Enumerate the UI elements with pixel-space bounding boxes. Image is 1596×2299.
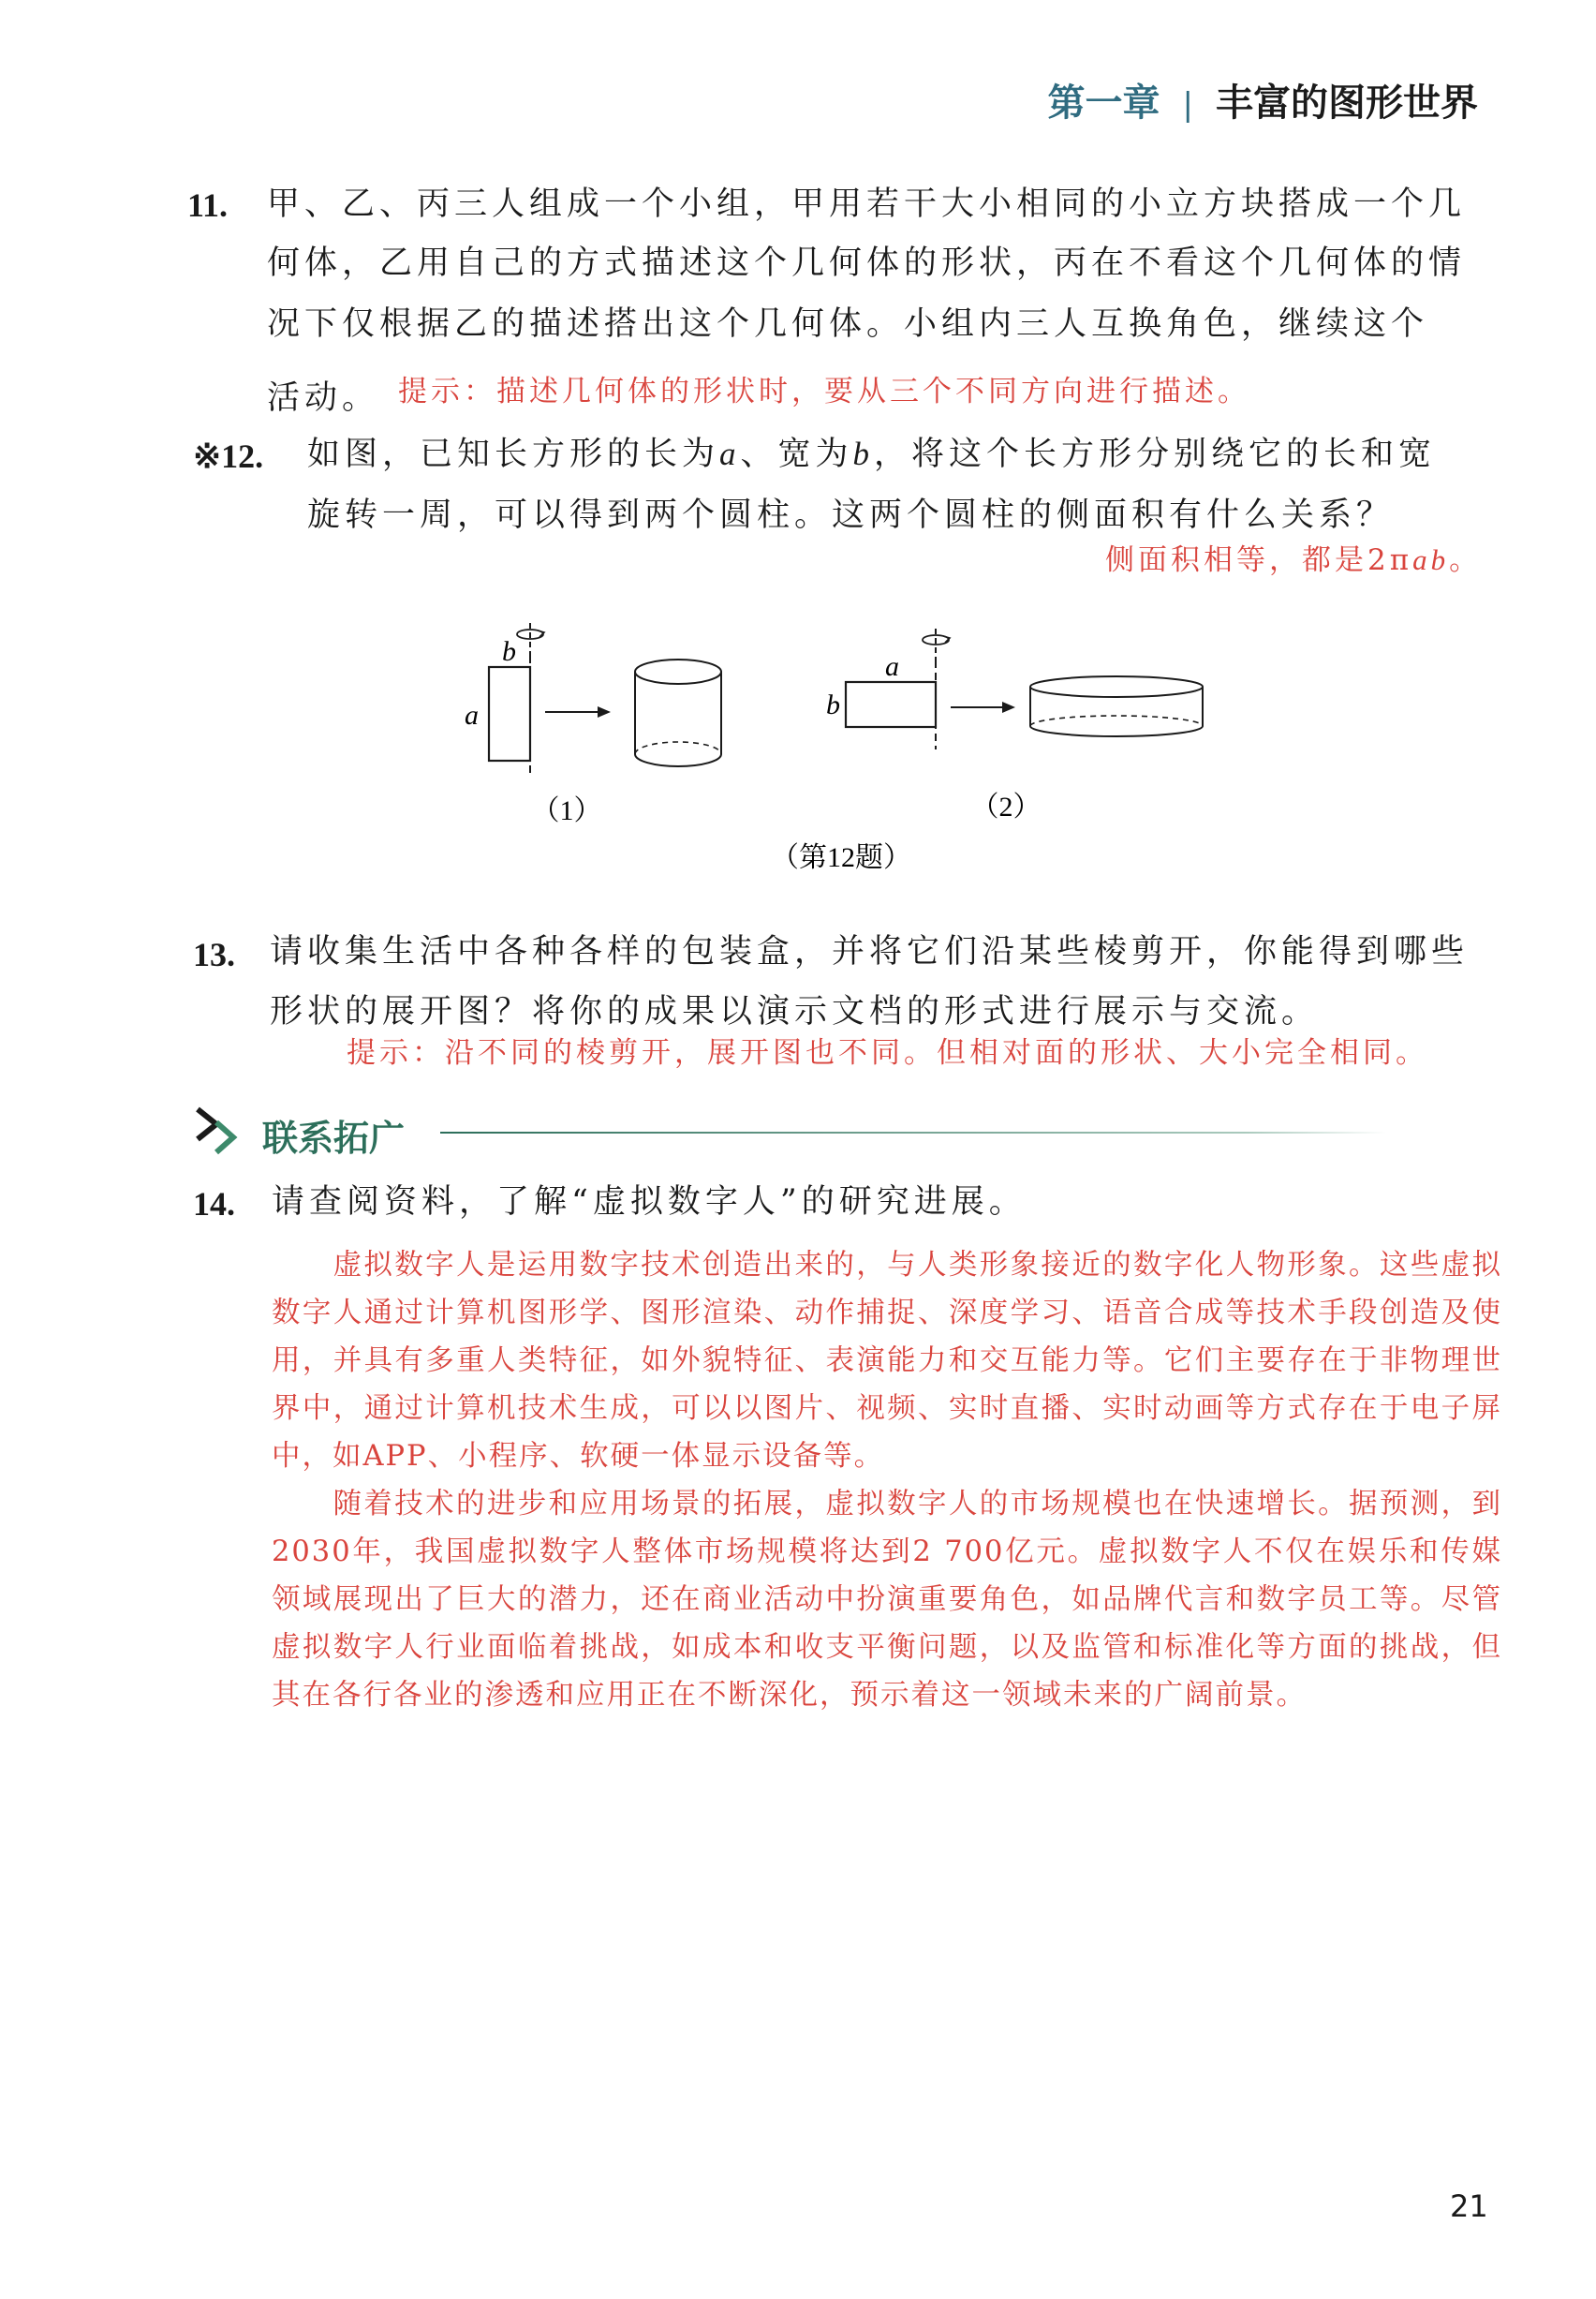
q12-number: ※12.	[193, 438, 264, 475]
chapter-label: 第一章	[1047, 82, 1160, 125]
q12-answer: 侧面积相等，都是2πab。	[1105, 543, 1483, 577]
q14-number: 14.	[193, 1185, 235, 1223]
q11-line-3: 况下仅根据乙的描述搭出这个几何体。小组内三人互换角色，继续这个	[267, 305, 1429, 343]
q11-number: 11.	[187, 186, 229, 224]
fig2-label-b: b	[826, 690, 840, 720]
fig1-caption: （1）	[531, 795, 602, 826]
q11-line-4: 活动。	[267, 379, 380, 417]
q12-line-2: 旋转一周，可以得到两个圆柱。这两个圆柱的侧面积有什么关系？	[307, 497, 1395, 534]
figure-2	[826, 629, 1203, 823]
section-chevron-icon	[192, 1104, 248, 1156]
figure-1	[465, 623, 721, 826]
q13-line-2: 形状的展开图？将你的成果以演示文档的形式进行展示与交流。	[270, 993, 1320, 1031]
header-separator: |	[1182, 86, 1193, 124]
chapter-header	[1048, 73, 1478, 126]
q14-answer-paragraph: 虚拟数字人是运用数字技术创造出来的，与人类形象接近的数字化人物形象。这些虚拟数字人通过计算机图形学、图形渲染、动作捕捉、深度学习、语音合成等技术手段创造及使用，并具有多重人类特征，如外貌特征、表演能力和交互能力等。它们主要存在于非物理世界中，通过计算机技术生成，可以以图片、视频、实时直播、实时动画等方式存在于电子屏中，如APP、小程序、软硬一体显示设备等。	[272, 1249, 1502, 1473]
figure-caption: （第12题）	[771, 842, 911, 873]
cylinder-2	[1030, 676, 1203, 697]
q12-figure	[440, 614, 1246, 895]
q14-answer-paragraph: 随着技术的进步和应用场景的拓展，虚拟数字人的市场规模也在快速增长。据预测，到2030年，我国虚拟数字人整体市场规模将达到2 700亿元。虚拟数字人不仅在娱乐和传媒领域展现出了巨大的潜力，还在商业活动中扮演重要角色，如品牌代言和数字员工等。尽管虚拟数字人行业面临着挑战，如成本和收支平衡问题，以及监管和标准化等方面的挑战，但其在各行各业的渗透和应用正在不断深化，预示着这一领域未来的广阔前景。	[272, 1488, 1502, 1712]
rectangle-1	[489, 667, 530, 761]
chapter-title: 丰富的图形世界	[1216, 82, 1478, 125]
q11-line-1: 甲、乙、丙三人组成一个小组，甲用若干大小相同的小立方块搭成一个几	[267, 185, 1467, 223]
q11-line-2: 何体，乙用自己的方式描述这个几何体的形状，丙在不看这个几何体的情	[267, 245, 1467, 282]
fig2-caption: （2）	[970, 792, 1042, 823]
q14-answer	[272, 1241, 1502, 1719]
q12-line-1: 如图，已知长方形的长为a、宽为b，将这个长方形分别绕它的长和宽	[307, 436, 1437, 473]
section-divider	[440, 1132, 1386, 1134]
fig2-label-a: a	[885, 651, 899, 682]
fig1-label-b: b	[502, 636, 516, 667]
section-title: 联系拓广	[262, 1118, 406, 1159]
q13-line-1: 请收集生活中各种各样的包装盒，并将它们沿某些棱剪开，你能得到哪些	[270, 933, 1470, 971]
q13-hint: 提示：沿不同的棱剪开，展开图也不同。但相对面的形状、大小完全相同。	[347, 1036, 1428, 1070]
q13-number: 13.	[193, 936, 235, 973]
fig1-label-a: a	[465, 700, 479, 731]
q11-hint: 提示：描述几何体的形状时，要从三个不同方向进行描述。	[398, 375, 1250, 408]
cylinder-1	[635, 660, 721, 684]
page-number: 21	[1450, 2188, 1488, 2224]
q14-line: 请查阅资料，了解“虚拟数字人”的研究进展。	[272, 1183, 1027, 1221]
rectangle-2	[846, 682, 936, 727]
